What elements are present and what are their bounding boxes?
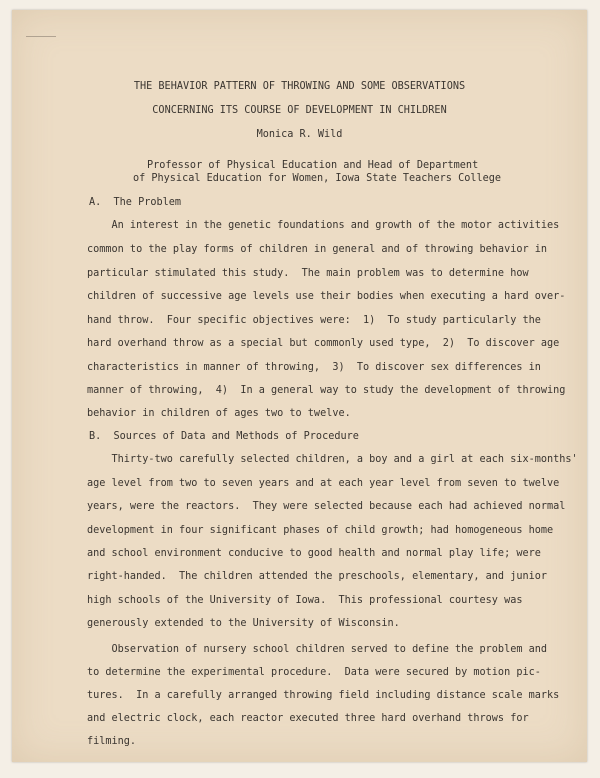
section-b-line: Thirty-two carefully selected children, a boy and a girl at each six-months' (87, 454, 578, 465)
section-b-line: to determine the experimental procedure. Data were secured by motion pic- (87, 667, 541, 678)
section-b-line: filming. (87, 736, 137, 747)
section-a-line: particular stimulated this study. The main problem was to determine how (87, 268, 529, 279)
margin-mark (26, 36, 56, 37)
section-b-line: Observation of nursery school children served to define the problem and (87, 644, 548, 655)
title-line-1: THE BEHAVIOR PATTERN OF THROWING AND SOME OBSERVATIONS (133, 81, 466, 92)
section-a-heading: A. The Problem (89, 197, 182, 208)
section-b-line: high schools of the University of Iowa. This professional courtesy was (87, 595, 523, 606)
title-line-2: CONCERNING ITS COURSE OF DEVELOPMENT IN CHILDREN (152, 105, 447, 116)
section-b-heading: B. Sources of Data and Methods of Procedure (89, 431, 359, 442)
section-b-line: right-handed. The children attended the preschools, elementary, and junior (87, 571, 548, 582)
section-b-line: development in four significant phases of child growth; had homogeneous home (87, 525, 554, 536)
document-page (12, 10, 587, 762)
section-b-line: and electric clock, each reactor executed three hard overhand throws for (87, 713, 529, 724)
section-a-line: common to the play forms of children in general and of throwing behavior in (87, 244, 548, 255)
section-b-line: age level from two to seven years and at each year level from seven to twelve (87, 478, 560, 489)
author: Monica R. Wild (256, 129, 343, 140)
section-b-line: generously extended to the University of Wisconsin. (87, 618, 400, 629)
affiliation-line-1: Professor of Physical Education and Head of Department (147, 160, 479, 171)
section-a-line: behavior in children of ages two to twelve. (87, 408, 351, 419)
section-a-line: hard overhand throw as a special but commonly used type, 2) To discover age (87, 338, 560, 349)
section-a-line: children of successive age levels use their bodies when executing a hard over- (87, 291, 566, 302)
section-a-line: hand throw. Four specific objectives were: 1) To study particularly the (87, 315, 541, 326)
section-b-line: and school environment conducive to good health and normal play life; were (87, 548, 541, 559)
section-b-line: tures. In a carefully arranged throwing field including distance scale marks (87, 690, 560, 701)
section-b-line: years, were the reactors. They were selected because each had achieved normal (87, 501, 566, 512)
affiliation-line-2: of Physical Education for Women, Iowa State Teachers College (133, 173, 502, 184)
section-a-line: characteristics in manner of throwing, 3) To discover sex differences in (87, 362, 541, 373)
section-a-line: An interest in the genetic foundations and growth of the motor activities (87, 220, 560, 231)
section-a-line: manner of throwing, 4) In a general way to study the development of throwing (87, 385, 566, 396)
